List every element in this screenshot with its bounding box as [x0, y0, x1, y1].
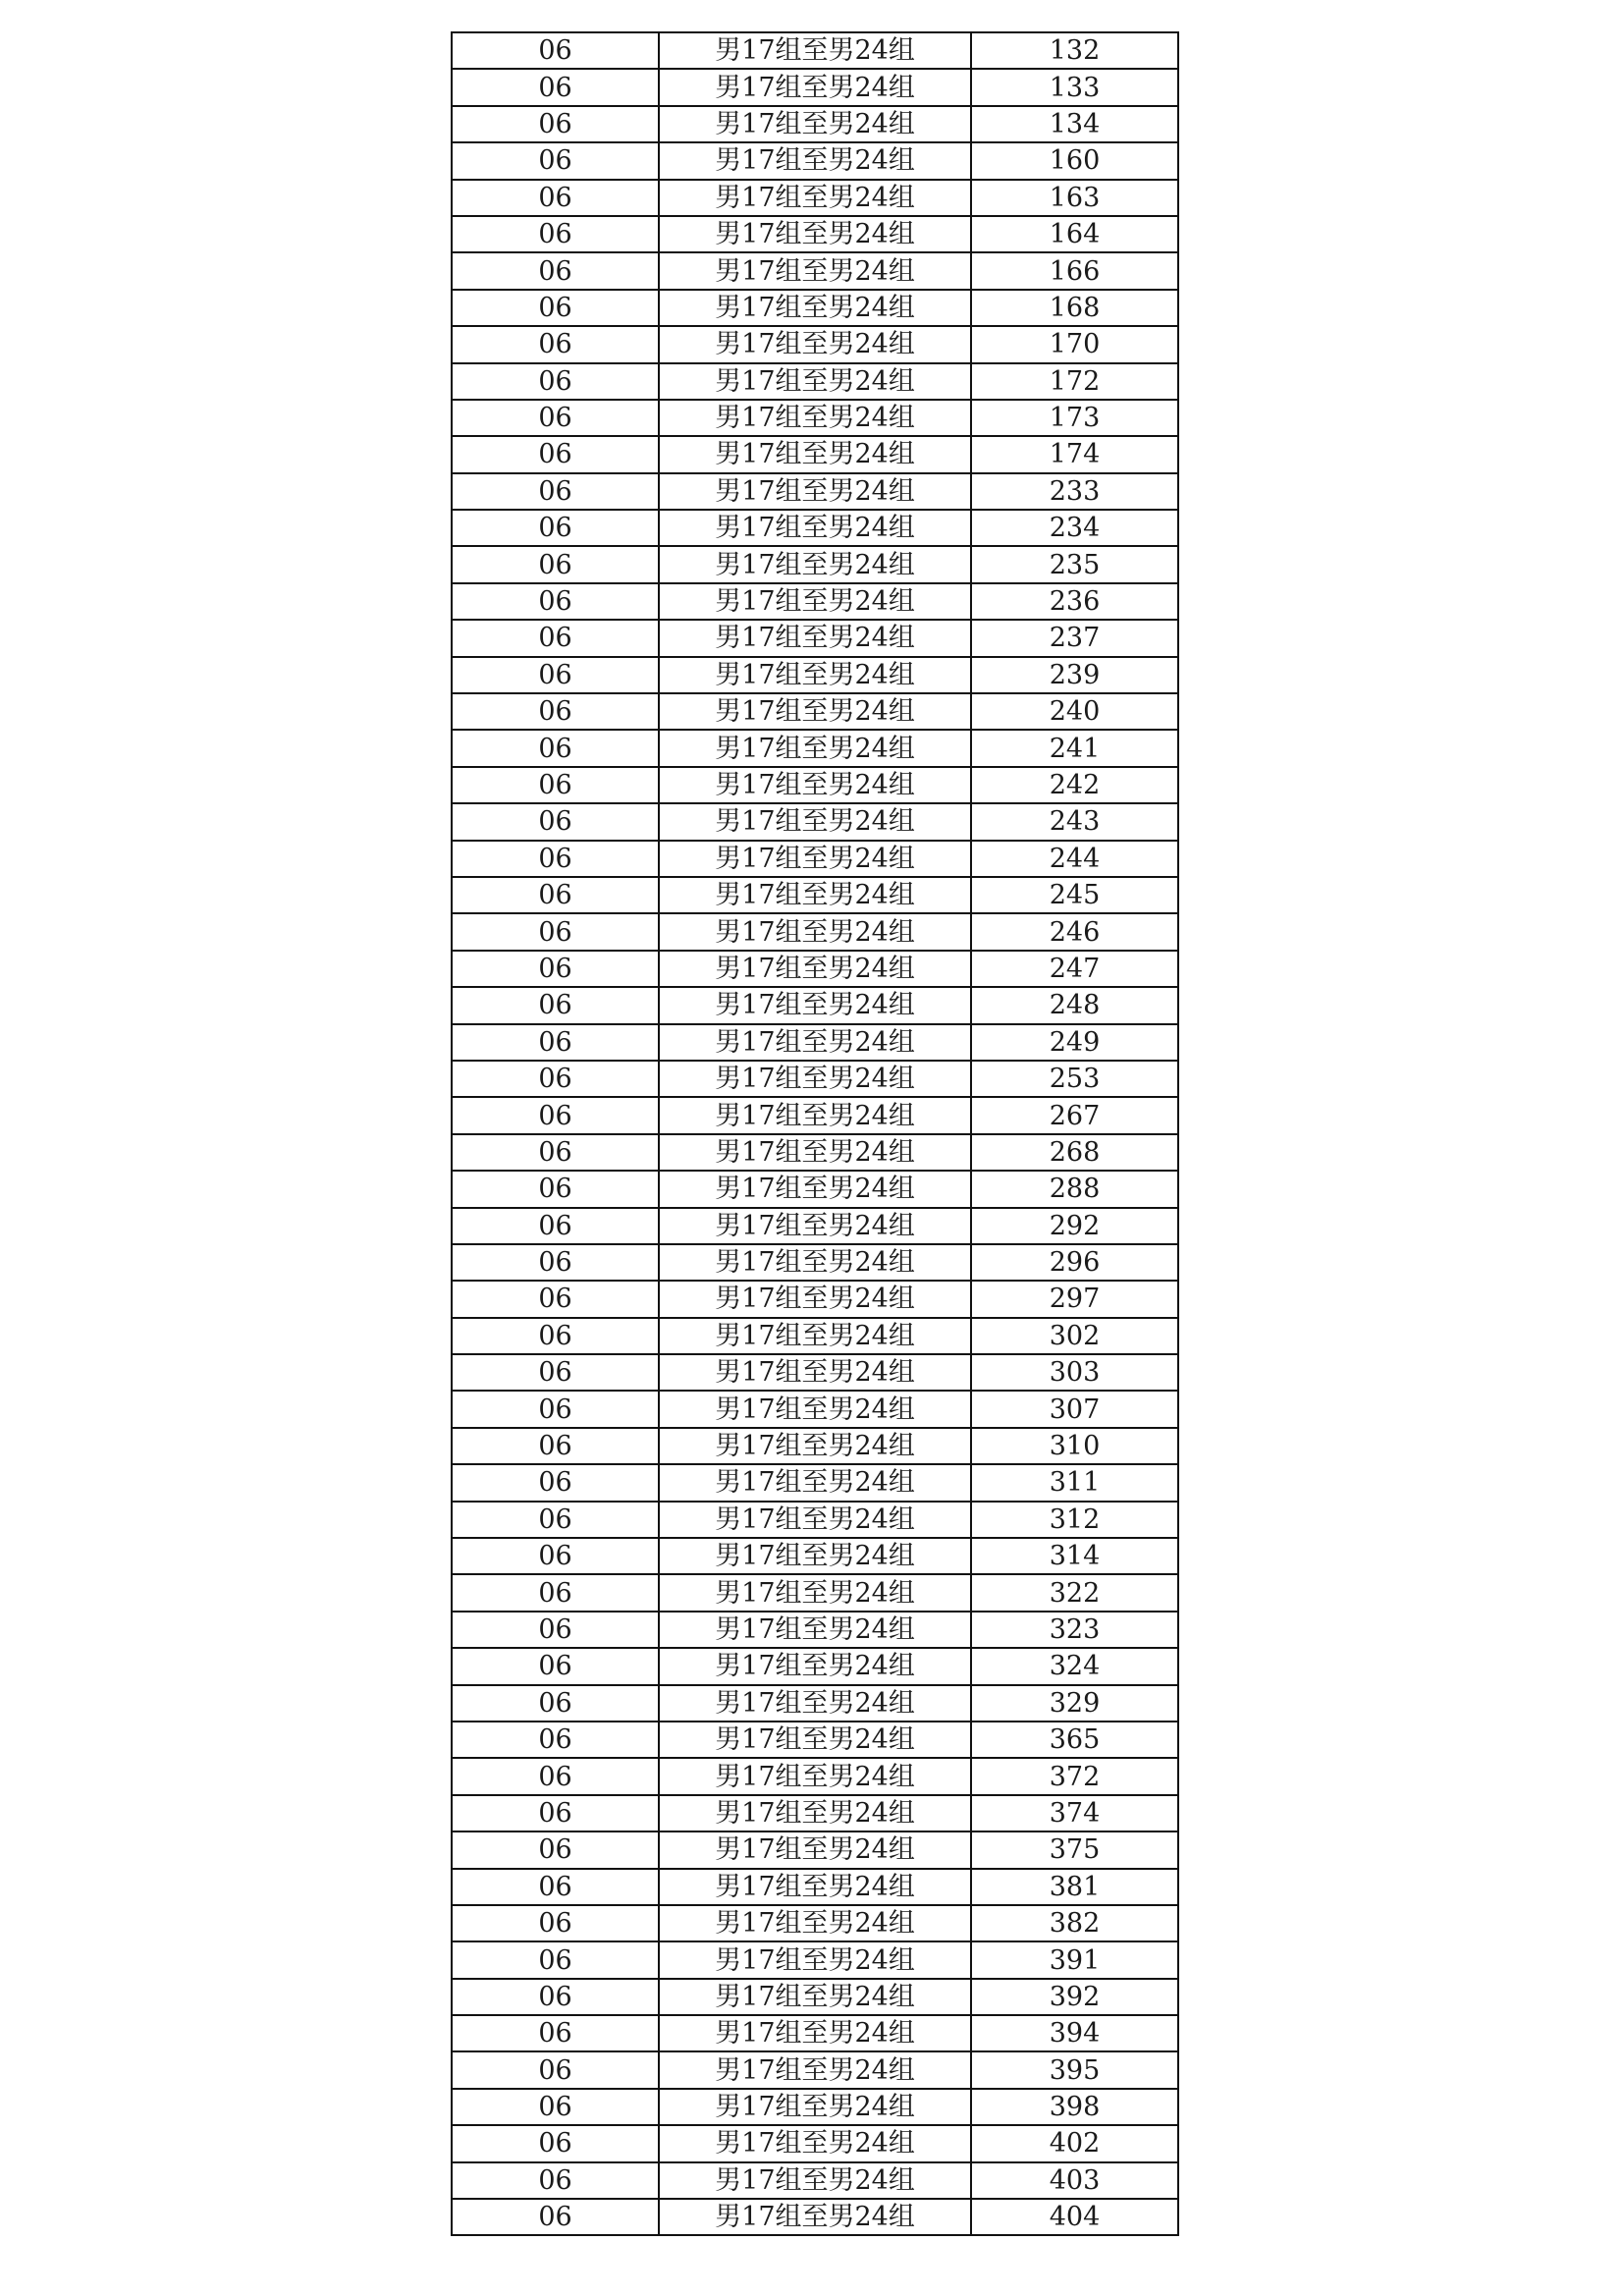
table-row: [452, 180, 1178, 216]
cell-code: 06: [452, 1979, 659, 2015]
cell-group-range: 男17组至男24组: [659, 1869, 971, 1905]
cell-number: 236: [971, 583, 1178, 620]
table-row: [452, 987, 1178, 1023]
cell-group-range: 男17组至男24组: [659, 180, 971, 216]
table-row: [452, 2089, 1178, 2125]
table-row: [452, 1979, 1178, 2015]
table-row: [452, 1134, 1178, 1171]
cell-code: 06: [452, 1318, 659, 1354]
cell-group-range: 男17组至男24组: [659, 1648, 971, 1684]
cell-group-range: 男17组至男24组: [659, 1428, 971, 1464]
cell-number: 404: [971, 2199, 1178, 2235]
cell-group-range: 男17组至男24组: [659, 510, 971, 546]
cell-number: 303: [971, 1354, 1178, 1391]
cell-code: 06: [452, 1869, 659, 1905]
cell-group-range: 男17组至男24组: [659, 2162, 971, 2199]
cell-group-range: 男17组至男24组: [659, 1208, 971, 1244]
cell-number: 302: [971, 1318, 1178, 1354]
cell-code: 06: [452, 1391, 659, 1427]
cell-number: 311: [971, 1464, 1178, 1501]
cell-code: 06: [452, 987, 659, 1023]
table-row: [452, 1538, 1178, 1574]
cell-number: 166: [971, 252, 1178, 289]
cell-code: 06: [452, 2051, 659, 2088]
cell-code: 06: [452, 1061, 659, 1097]
table-row: [452, 2199, 1178, 2235]
cell-group-range: 男17组至男24组: [659, 473, 971, 510]
cell-group-range: 男17组至男24组: [659, 436, 971, 472]
cell-number: 237: [971, 620, 1178, 656]
cell-group-range: 男17组至男24组: [659, 1722, 971, 1758]
cell-number: 402: [971, 2125, 1178, 2161]
cell-code: 06: [452, 32, 659, 69]
cell-code: 06: [452, 1281, 659, 1317]
cell-number: 170: [971, 326, 1178, 362]
cell-group-range: 男17组至男24组: [659, 1979, 971, 2015]
cell-group-range: 男17组至男24组: [659, 1024, 971, 1061]
cell-number: 307: [971, 1391, 1178, 1427]
table-row: [452, 216, 1178, 252]
table-row: [452, 252, 1178, 289]
cell-code: 06: [452, 1464, 659, 1501]
cell-group-range: 男17组至男24组: [659, 1391, 971, 1427]
cell-code: 06: [452, 216, 659, 252]
cell-code: 06: [452, 1354, 659, 1391]
cell-number: 244: [971, 841, 1178, 877]
table-row: [452, 2015, 1178, 2051]
cell-group-range: 男17组至男24组: [659, 1354, 971, 1391]
cell-group-range: 男17组至男24组: [659, 583, 971, 620]
cell-group-range: 男17组至男24组: [659, 913, 971, 950]
cell-group-range: 男17组至男24组: [659, 2051, 971, 2088]
cell-group-range: 男17组至男24组: [659, 803, 971, 840]
cell-code: 06: [452, 1024, 659, 1061]
cell-number: 381: [971, 1869, 1178, 1905]
cell-number: 382: [971, 1905, 1178, 1941]
table-row: [452, 2051, 1178, 2088]
cell-code: 06: [452, 2162, 659, 2199]
cell-code: 06: [452, 1941, 659, 1978]
cell-code: 06: [452, 252, 659, 289]
table-row: [452, 363, 1178, 400]
cell-code: 06: [452, 1685, 659, 1722]
table-row: [452, 1502, 1178, 1538]
cell-number: 268: [971, 1134, 1178, 1171]
table-row: [452, 877, 1178, 913]
cell-code: 06: [452, 803, 659, 840]
cell-group-range: 男17组至男24组: [659, 400, 971, 436]
cell-code: 06: [452, 1905, 659, 1941]
cell-code: 06: [452, 1244, 659, 1281]
table-row: [452, 106, 1178, 142]
table-row: [452, 620, 1178, 656]
cell-group-range: 男17组至男24组: [659, 290, 971, 326]
table-row: [452, 1354, 1178, 1391]
table-row: [452, 1097, 1178, 1133]
cell-code: 06: [452, 951, 659, 987]
cell-code: 06: [452, 1612, 659, 1648]
cell-number: 267: [971, 1097, 1178, 1133]
cell-number: 292: [971, 1208, 1178, 1244]
cell-code: 06: [452, 1795, 659, 1831]
table-row: [452, 1318, 1178, 1354]
cell-code: 06: [452, 583, 659, 620]
cell-code: 06: [452, 106, 659, 142]
table-row: [452, 583, 1178, 620]
cell-group-range: 男17组至男24组: [659, 546, 971, 582]
cell-code: 06: [452, 2199, 659, 2235]
cell-group-range: 男17组至男24组: [659, 1097, 971, 1133]
table-row: [452, 1648, 1178, 1684]
cell-number: 246: [971, 913, 1178, 950]
table-row: [452, 803, 1178, 840]
table-row: [452, 841, 1178, 877]
cell-group-range: 男17组至男24组: [659, 1134, 971, 1171]
cell-group-range: 男17组至男24组: [659, 1244, 971, 1281]
cell-code: 06: [452, 436, 659, 472]
cell-code: 06: [452, 913, 659, 950]
cell-group-range: 男17组至男24组: [659, 693, 971, 730]
table-row: [452, 1795, 1178, 1831]
cell-group-range: 男17组至男24组: [659, 730, 971, 766]
cell-group-range: 男17组至男24组: [659, 2015, 971, 2051]
cell-number: 134: [971, 106, 1178, 142]
cell-group-range: 男17组至男24组: [659, 877, 971, 913]
cell-code: 06: [452, 1722, 659, 1758]
table-row: [452, 1758, 1178, 1794]
cell-group-range: 男17组至男24组: [659, 657, 971, 693]
cell-number: 288: [971, 1171, 1178, 1207]
cell-code: 06: [452, 1758, 659, 1794]
cell-number: 324: [971, 1648, 1178, 1684]
cell-group-range: 男17组至男24组: [659, 1502, 971, 1538]
cell-group-range: 男17组至男24组: [659, 1281, 971, 1317]
cell-group-range: 男17组至男24组: [659, 142, 971, 179]
cell-code: 06: [452, 767, 659, 803]
cell-code: 06: [452, 546, 659, 582]
cell-group-range: 男17组至男24组: [659, 1538, 971, 1574]
cell-code: 06: [452, 400, 659, 436]
cell-code: 06: [452, 363, 659, 400]
cell-group-range: 男17组至男24组: [659, 1061, 971, 1097]
cell-number: 395: [971, 2051, 1178, 2088]
table-row: [452, 546, 1178, 582]
cell-number: 403: [971, 2162, 1178, 2199]
cell-code: 06: [452, 1648, 659, 1684]
cell-number: 374: [971, 1795, 1178, 1831]
table-row: [452, 1869, 1178, 1905]
cell-number: 253: [971, 1061, 1178, 1097]
cell-group-range: 男17组至男24组: [659, 1318, 971, 1354]
table-row: [452, 1685, 1178, 1722]
cell-number: 245: [971, 877, 1178, 913]
cell-number: 243: [971, 803, 1178, 840]
cell-number: 312: [971, 1502, 1178, 1538]
cell-code: 06: [452, 510, 659, 546]
cell-number: 249: [971, 1024, 1178, 1061]
cell-number: 132: [971, 32, 1178, 69]
table-row: [452, 2125, 1178, 2161]
roster-table: [451, 31, 1179, 2236]
cell-number: 392: [971, 1979, 1178, 2015]
cell-code: 06: [452, 290, 659, 326]
cell-group-range: 男17组至男24组: [659, 767, 971, 803]
cell-code: 06: [452, 2015, 659, 2051]
table-row: [452, 473, 1178, 510]
cell-group-range: 男17组至男24组: [659, 987, 971, 1023]
table-row: [452, 32, 1178, 69]
cell-number: 168: [971, 290, 1178, 326]
cell-code: 06: [452, 693, 659, 730]
cell-group-range: 男17组至男24组: [659, 841, 971, 877]
table-row: [452, 1941, 1178, 1978]
cell-number: 365: [971, 1722, 1178, 1758]
cell-number: 133: [971, 69, 1178, 105]
table-row: [452, 1428, 1178, 1464]
cell-number: 241: [971, 730, 1178, 766]
cell-number: 164: [971, 216, 1178, 252]
cell-group-range: 男17组至男24组: [659, 69, 971, 105]
cell-number: 173: [971, 400, 1178, 436]
cell-group-range: 男17组至男24组: [659, 1758, 971, 1794]
cell-group-range: 男17组至男24组: [659, 1905, 971, 1941]
roster-table-body: [452, 32, 1178, 2235]
cell-number: 398: [971, 2089, 1178, 2125]
cell-code: 06: [452, 180, 659, 216]
cell-code: 06: [452, 877, 659, 913]
cell-number: 248: [971, 987, 1178, 1023]
table-row: [452, 1024, 1178, 1061]
cell-group-range: 男17组至男24组: [659, 1464, 971, 1501]
cell-number: 394: [971, 2015, 1178, 2051]
cell-group-range: 男17组至男24组: [659, 951, 971, 987]
cell-code: 06: [452, 142, 659, 179]
table-row: [452, 436, 1178, 472]
cell-number: 391: [971, 1941, 1178, 1978]
cell-group-range: 男17组至男24组: [659, 2089, 971, 2125]
table-row: [452, 767, 1178, 803]
cell-code: 06: [452, 1097, 659, 1133]
cell-number: 174: [971, 436, 1178, 472]
cell-group-range: 男17组至男24组: [659, 106, 971, 142]
table-row: [452, 1612, 1178, 1648]
cell-number: 239: [971, 657, 1178, 693]
cell-number: 247: [971, 951, 1178, 987]
table-row: [452, 1722, 1178, 1758]
table-row: [452, 1464, 1178, 1501]
cell-group-range: 男17组至男24组: [659, 2125, 971, 2161]
cell-code: 06: [452, 620, 659, 656]
cell-number: 233: [971, 473, 1178, 510]
cell-code: 06: [452, 1831, 659, 1868]
cell-number: 242: [971, 767, 1178, 803]
cell-number: 160: [971, 142, 1178, 179]
cell-group-range: 男17组至男24组: [659, 2199, 971, 2235]
cell-code: 06: [452, 69, 659, 105]
cell-code: 06: [452, 1134, 659, 1171]
table-row: [452, 142, 1178, 179]
cell-group-range: 男17组至男24组: [659, 1171, 971, 1207]
cell-group-range: 男17组至男24组: [659, 32, 971, 69]
table-row: [452, 400, 1178, 436]
cell-group-range: 男17组至男24组: [659, 326, 971, 362]
cell-number: 297: [971, 1281, 1178, 1317]
cell-code: 06: [452, 1171, 659, 1207]
cell-number: 310: [971, 1428, 1178, 1464]
cell-group-range: 男17组至男24组: [659, 363, 971, 400]
cell-number: 296: [971, 1244, 1178, 1281]
table-row: [452, 1171, 1178, 1207]
cell-group-range: 男17组至男24组: [659, 252, 971, 289]
cell-number: 372: [971, 1758, 1178, 1794]
table-row: [452, 1574, 1178, 1611]
cell-code: 06: [452, 2089, 659, 2125]
cell-group-range: 男17组至男24组: [659, 216, 971, 252]
cell-code: 06: [452, 2125, 659, 2161]
cell-code: 06: [452, 657, 659, 693]
cell-code: 06: [452, 730, 659, 766]
table-row: [452, 657, 1178, 693]
cell-number: 314: [971, 1538, 1178, 1574]
cell-number: 235: [971, 546, 1178, 582]
table-row: [452, 951, 1178, 987]
table-row: [452, 913, 1178, 950]
cell-code: 06: [452, 1574, 659, 1611]
cell-group-range: 男17组至男24组: [659, 1795, 971, 1831]
cell-code: 06: [452, 841, 659, 877]
cell-code: 06: [452, 1208, 659, 1244]
table-row: [452, 69, 1178, 105]
cell-code: 06: [452, 1502, 659, 1538]
cell-group-range: 男17组至男24组: [659, 620, 971, 656]
table-row: [452, 1905, 1178, 1941]
table-row: [452, 326, 1178, 362]
cell-group-range: 男17组至男24组: [659, 1831, 971, 1868]
cell-number: 322: [971, 1574, 1178, 1611]
cell-code: 06: [452, 326, 659, 362]
table-row: [452, 1244, 1178, 1281]
table-row: [452, 1281, 1178, 1317]
cell-number: 323: [971, 1612, 1178, 1648]
cell-number: 240: [971, 693, 1178, 730]
cell-code: 06: [452, 473, 659, 510]
cell-number: 163: [971, 180, 1178, 216]
cell-number: 234: [971, 510, 1178, 546]
cell-code: 06: [452, 1428, 659, 1464]
table-row: [452, 290, 1178, 326]
cell-group-range: 男17组至男24组: [659, 1612, 971, 1648]
table-row: [452, 510, 1178, 546]
cell-group-range: 男17组至男24组: [659, 1685, 971, 1722]
table-row: [452, 2162, 1178, 2199]
cell-number: 329: [971, 1685, 1178, 1722]
table-row: [452, 730, 1178, 766]
cell-code: 06: [452, 1538, 659, 1574]
table-row: [452, 1208, 1178, 1244]
table-row: [452, 1061, 1178, 1097]
table-row: [452, 1391, 1178, 1427]
table-row: [452, 1831, 1178, 1868]
cell-number: 375: [971, 1831, 1178, 1868]
cell-group-range: 男17组至男24组: [659, 1941, 971, 1978]
cell-number: 172: [971, 363, 1178, 400]
cell-group-range: 男17组至男24组: [659, 1574, 971, 1611]
table-row: [452, 693, 1178, 730]
